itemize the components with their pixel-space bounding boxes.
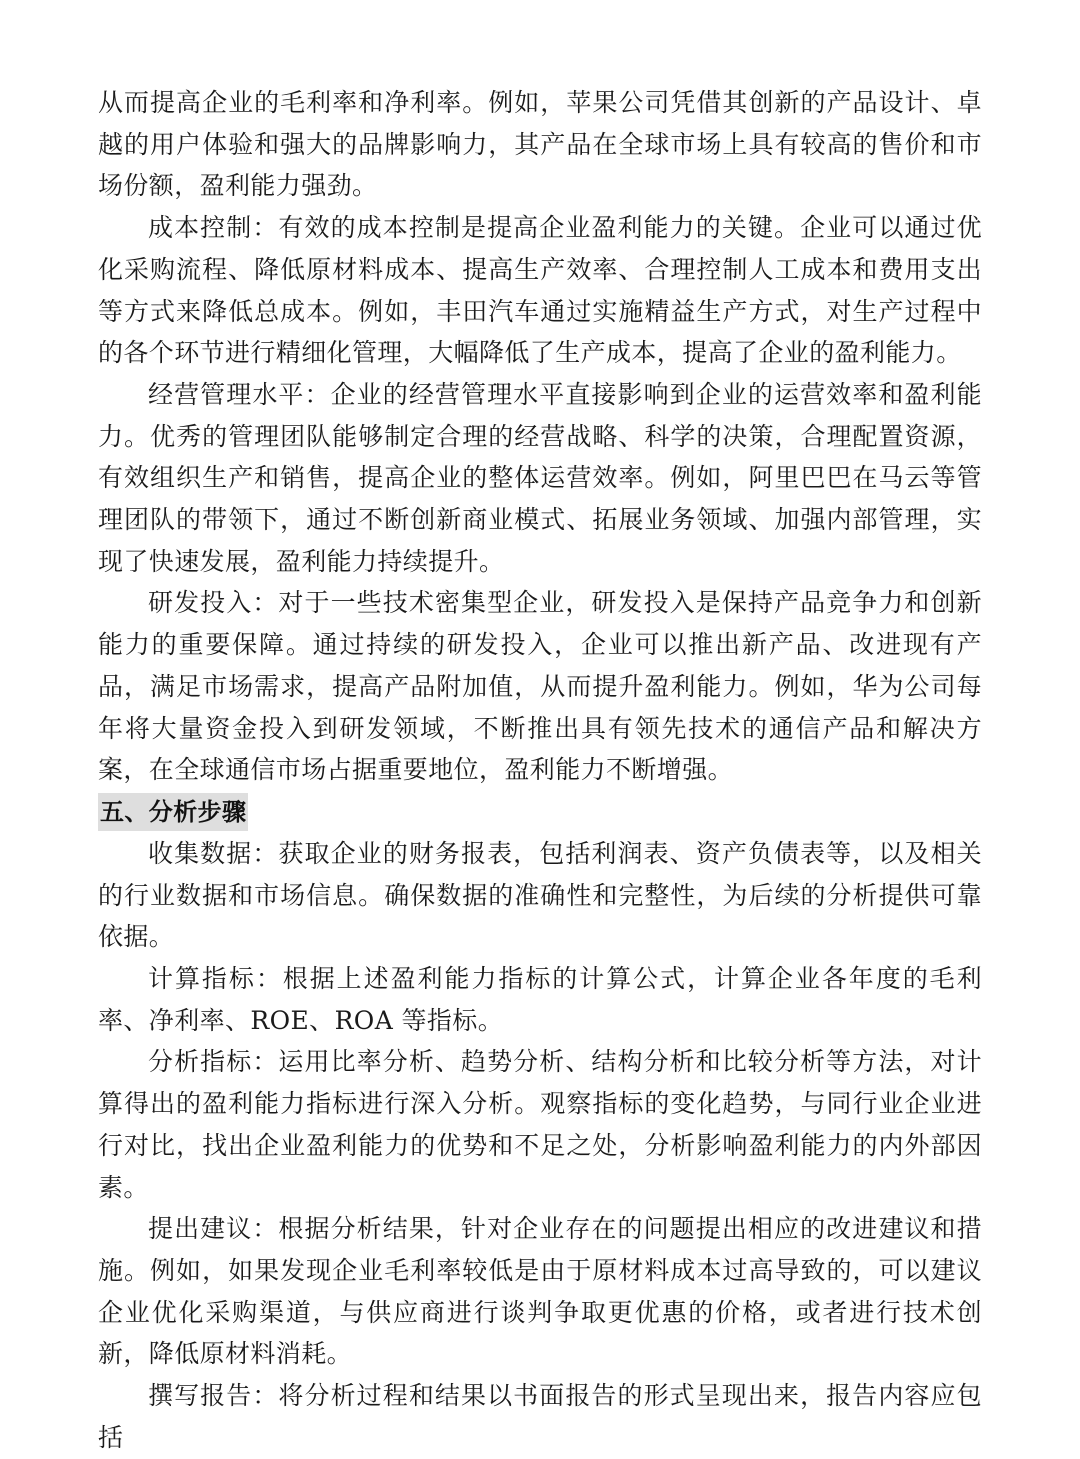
paragraph-continuation: 从而提高企业的毛利率和净利率。例如，苹果公司凭借其创新的产品设计、卓越的用户体验和强大的品牌影响力，其产品在全球市场上具有较高的售价和市场份额，盈利能力强劲。 (98, 88, 982, 201)
paragraph-analyze-indicators: 分析指标：运用比率分析、趋势分析、结构分析和比较分析等方法，对计算得出的盈利能力指标进行深入分析。观察指标的变化趋势，与同行业企业进行对比，找出企业盈利能力的优势和不足之处，分析影响盈利能力的内外部因素。 (98, 1047, 982, 1202)
paragraph-management-level: 经营管理水平：企业的经营管理水平直接影响到企业的运营效率和盈利能力。优秀的管理团队能够制定合理的经营战略、科学的决策，合理配置资源，有效组织生产和销售，提高企业的整体运营效率。例如，阿里巴巴在马云等管理团队的带领下，通过不断创新商业模式、拓展业务领域、加强内部管理，实现了快速发展，盈利能力持续提升。 (98, 379, 982, 576)
paragraph-write-report: 撰写报告：将分析过程和结果以书面报告的形式呈现出来，报告内容应包括 (98, 1381, 982, 1452)
paragraph-collect-data: 收集数据：获取企业的财务报表，包括利润表、资产负债表等，以及相关的行业数据和市场信息。确保数据的准确性和完整性，为后续的分析提供可靠依据。 (98, 838, 982, 952)
document-body (98, 82, 982, 1459)
paragraph-rd-investment: 研发投入：对于一些技术密集型企业，研发投入是保持产品竞争力和创新能力的重要保障。通过持续的研发投入，企业可以推出新产品、改进现有产品，满足市场需求，提高产品附加值，从而提升盈利能力。例如，华为公司每年将大量资金投入到研发领域，不断推出具有领先技术的通信产品和解决方案，在全球通信市场占据重要地位，盈利能力不断增强。 (98, 588, 982, 785)
paragraph-calculate-indicators: 计算指标：根据上述盈利能力指标的计算公式，计算企业各年度的毛利率、净利率、ROE、ROA 等指标。 (98, 964, 982, 1035)
section-heading: 五、分析步骤 (98, 793, 248, 831)
paragraph-cost-control: 成本控制：有效的成本控制是提高企业盈利能力的关键。企业可以通过优化采购流程、降低原材料成本、提高生产效率、合理控制人工成本和费用支出等方式来降低总成本。例如，丰田汽车通过实施精益生产方式，对生产过程中的各个环节进行精细化管理，大幅降低了生产成本，提高了企业的盈利能力。 (98, 213, 982, 368)
paragraph-propose-suggestions: 提出建议：根据分析结果，针对企业存在的问题提出相应的改进建议和措施。例如，如果发现企业毛利率较低是由于原材料成本过高导致的，可以建议企业优化采购渠道，与供应商进行谈判争取更优惠的价格，或者进行技术创新，降低原材料消耗。 (98, 1214, 982, 1369)
section-heading-wrap (98, 791, 982, 833)
